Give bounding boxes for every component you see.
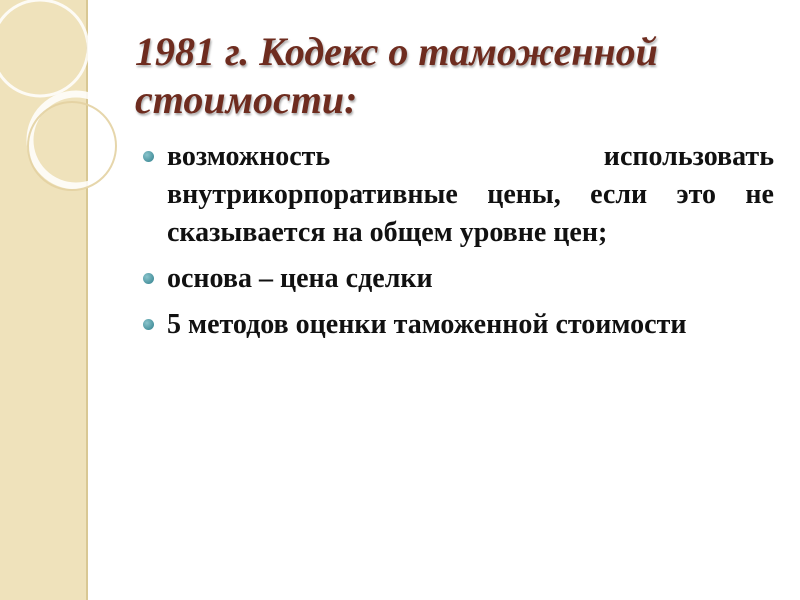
bullet-text: 5 методов оценки таможенной стоимости bbox=[167, 309, 687, 340]
slide-title: 1981 г. Кодекс о таможенной стоимости: bbox=[135, 29, 658, 122]
bullet-item bbox=[140, 260, 774, 298]
bullet-text: основа – цена сделки bbox=[167, 263, 433, 294]
decorative-sidebar bbox=[0, 0, 88, 600]
bullet-icon bbox=[143, 273, 154, 284]
bullet-item bbox=[140, 138, 774, 252]
bullet-icon bbox=[143, 151, 154, 162]
bullet-icon bbox=[143, 319, 154, 330]
bullet-list bbox=[140, 138, 774, 352]
bullet-text: возможность использовать внутрикорпоративные цены, если это не сказывается на общем уровне цен; bbox=[167, 141, 774, 248]
bullet-item bbox=[140, 306, 774, 344]
